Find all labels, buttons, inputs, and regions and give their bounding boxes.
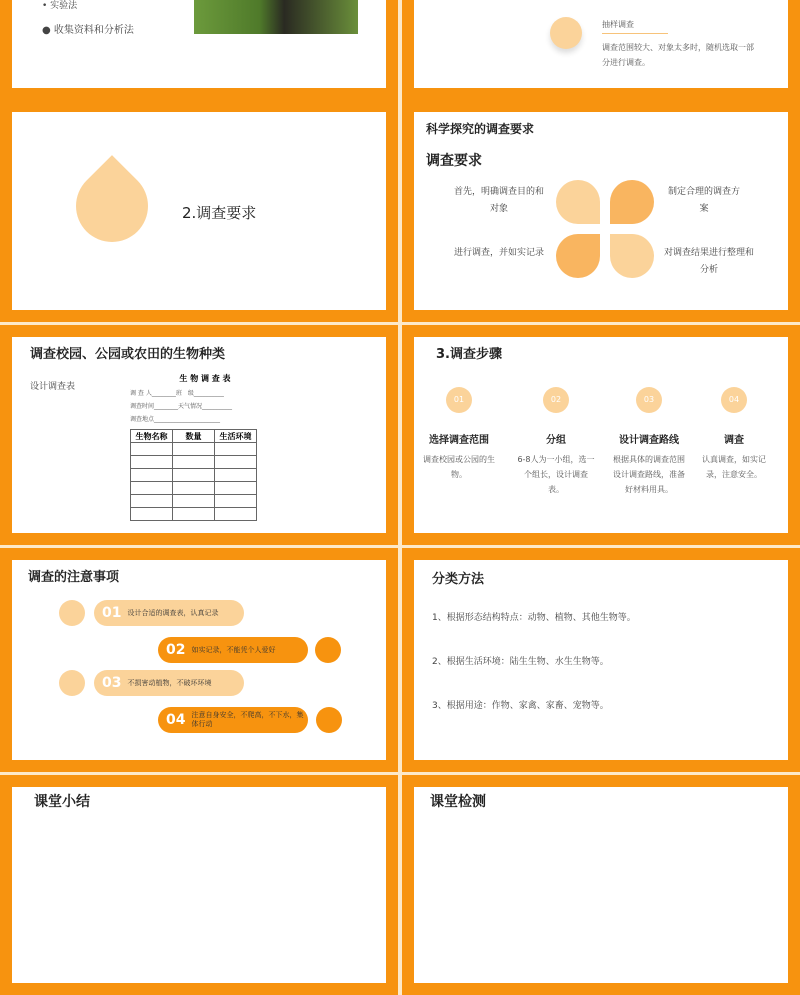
slide-title: 分类方法: [432, 572, 485, 587]
slide-thumb-3[interactable]: [0, 100, 398, 322]
form-title: 生 物 调 查 表: [179, 374, 231, 383]
slide-thumb-8[interactable]: [402, 548, 800, 772]
step-desc: 根据具体的调查范围设计调查路线，准备好材料用具。: [613, 455, 685, 494]
image-icon: [556, 234, 600, 278]
slide-title: 课堂小结: [34, 794, 90, 810]
divider: [602, 33, 668, 34]
text: 设计合适的调查表，认真记录: [127, 609, 219, 617]
step-number: 03: [636, 387, 662, 413]
list-item: • 实验法: [42, 1, 78, 11]
slide-thumb-10[interactable]: [402, 775, 800, 995]
slide-thumb-7[interactable]: [0, 548, 398, 772]
edit-icon: [550, 17, 582, 49]
list-item: 3、根据用途：作物、家禽、家畜、宠物等。: [432, 701, 609, 711]
list-item: 制定合理的调查方案: [667, 187, 740, 214]
step: [511, 387, 601, 497]
step-number: 02: [543, 387, 569, 413]
list-item: 2、根据生活环境：陆生生物、水生生物等。: [432, 657, 609, 667]
step: [414, 387, 504, 482]
slide-title: 调查校园、公园或农田的生物种类: [30, 347, 226, 362]
step-number: 01: [446, 387, 472, 413]
text: 如实记录，不能凭个人爱好: [191, 646, 276, 654]
note-item: [158, 707, 308, 733]
subtitle: 调查要求: [426, 153, 482, 169]
slide-thumb-1[interactable]: [0, 0, 398, 100]
label: 抽样调查: [602, 20, 634, 29]
column-header: 生活环境: [215, 430, 257, 443]
drawing-icon: [61, 155, 163, 257]
step-title: 设计调查路线: [619, 435, 679, 446]
slide-title: 3.调查步骤: [436, 347, 502, 362]
message-icon: [610, 234, 654, 278]
step: [689, 387, 779, 482]
step-number: 04: [721, 387, 747, 413]
step-title: 调查: [724, 435, 744, 446]
step-desc: 认真调查，如实记录，注意安全。: [702, 455, 766, 479]
list-item: 首先，明确调查目的和对象: [454, 187, 545, 214]
list-item: 进行调查，并如实记录: [454, 248, 545, 258]
section-title: 2.调查要求: [182, 204, 257, 222]
edit-icon: [556, 180, 600, 224]
number: 02: [166, 642, 186, 658]
step-desc: 调查校园或公园的生物。: [423, 455, 495, 479]
slide-thumb-9[interactable]: [0, 775, 398, 995]
note-item: [94, 600, 244, 626]
step-desc: 6-8人为一小组，选一个组长，设计调查表。: [517, 455, 595, 494]
slide-thumb-6[interactable]: [402, 325, 800, 545]
slide-thumb-4[interactable]: [402, 100, 800, 322]
list-item: ● 收集资料和分析法: [42, 25, 134, 36]
number: 03: [102, 675, 122, 691]
number: 01: [102, 605, 122, 621]
text: 不损害动植物，不破坏环境: [127, 679, 212, 687]
description: 调查范围较大、对象太多时，随机选取一部分进行调查。: [602, 43, 754, 67]
form-field: 调 查 人________班 级__________: [130, 390, 224, 397]
list-item: 对调查结果进行整理和分析: [664, 248, 755, 275]
slide-thumb-5[interactable]: [0, 325, 398, 545]
column-header: 数量: [173, 430, 215, 443]
bullet-dot: [316, 707, 342, 733]
list-item: 1、根据形态结构特点：动物、植物、其他生物等。: [432, 613, 636, 623]
bullet-dot: [315, 637, 341, 663]
step-title: 选择调查范围: [429, 435, 489, 446]
heading: 科学探究的调查要求: [426, 122, 535, 136]
bullet-dot: [59, 600, 85, 626]
note-item: [158, 637, 308, 663]
step-title: 分组: [546, 435, 566, 446]
column-header: 生物名称: [131, 430, 173, 443]
text: 注意自身安全，不爬高，不下水，集体行动: [191, 711, 304, 728]
step: [604, 387, 694, 497]
label: 设计调查表: [30, 382, 76, 392]
panda-photo: [194, 0, 358, 34]
form-fields: [130, 387, 232, 426]
slide-thumb-2[interactable]: [402, 0, 800, 100]
bullet-dot: [59, 670, 85, 696]
note-item: [94, 670, 244, 696]
survey-table: [130, 429, 257, 521]
form-field: 调查地点______________________: [130, 416, 221, 423]
form-field: 调查时间________天气情况__________: [130, 403, 233, 410]
chat-icon: [610, 180, 654, 224]
slide-title: 课堂检测: [430, 794, 486, 810]
number: 04: [166, 711, 186, 728]
slide-title: 调查的注意事项: [28, 570, 120, 585]
